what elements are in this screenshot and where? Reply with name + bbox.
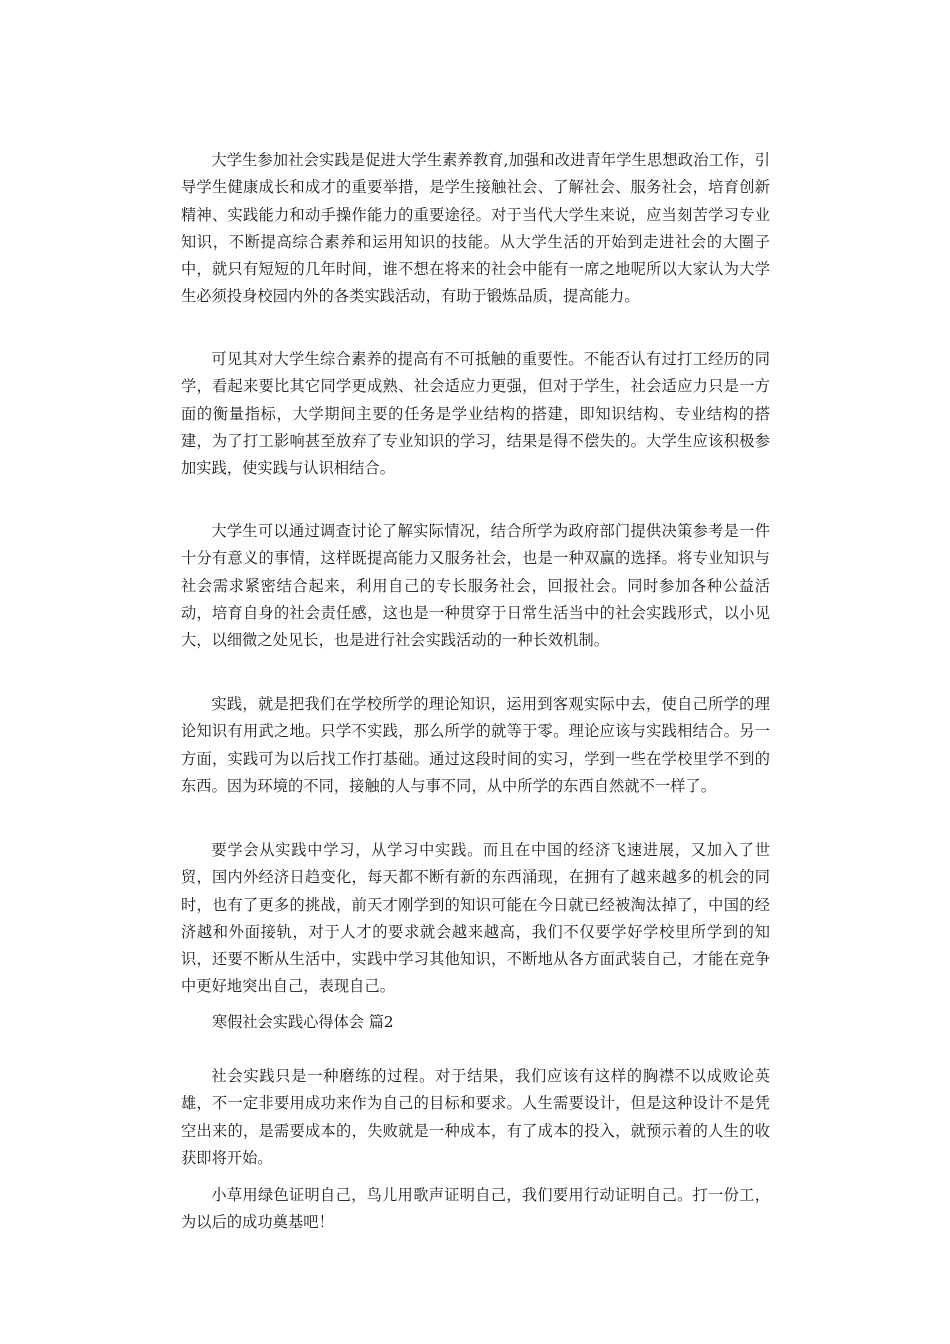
section-heading: 寒假社会实践心得体会 篇2 <box>212 1013 394 1031</box>
paragraph-5: 要学会从实践中学习，从学习中实践。而且在中国的经济飞速进展，又加入了世贸，国内外经济日趋变化，每天都不断有新的东西涌现，在拥有了越来越多的机会的同时，也有了更多的挑战，前天才刚学到的知识可能在今日就已经被淘汰掉了，中国的经济越和外面接轨，对于人才的要求就会越来越高，我们不仅要学好学校里所学到的知识，还要不断从生活中，实践中学习其他知识，不断地从各方面武装自己，才能在竞争中更好地突出自己，表现自己。 <box>181 841 770 996</box>
paragraph-4: 实践，就是把我们在学校所学的理论知识，运用到客观实际中去，使自己所学的理论知识有用武之地。只学不实践，那么所学的就等于零。理论应该与实践相结合。另一方面，实践可为以后找工作打基础。通过这段时间的实习，学到一些在学校里学不到的东西。因为环境的不同，接触的人与事不同，从中所学的东西自然就不一样了。 <box>181 695 770 795</box>
paragraph-6: 社会实践只是一种磨练的过程。对于结果，我们应该有这样的胸襟不以成败论英雄，不一定非要用成功来作为自己的目标和要求。人生需要设计，但是这种设计不是凭空出来的，是需要成本的，失败就是一种成本，有了成本的投入，就预示着的人生的收获即将开始。 <box>181 1067 770 1167</box>
paragraph-7: 小草用绿色证明自己，鸟儿用歌声证明自己，我们要用行动证明自己。打一份工，为以后的成功奠基吧！ <box>181 1186 770 1232</box>
paragraph-2: 可见其对大学生综合素养的提高有不可抵触的重要性。不能否认有过打工经历的同学，看起来要比其它同学更成熟、社会适应力更强，但对于学生，社会适应力只是一方面的衡量指标，大学期间主要的任务是学业结构的搭建，即知识结构、专业结构的搭建，为了打工影响甚至放弃了专业知识的学习，结果是得不偿失的。大学生应该积极参加实践，使实践与认识相结合。 <box>181 350 770 478</box>
paragraph-3: 大学生可以通过调查讨论了解实际情况，结合所学为政府部门提供决策参考是一件十分有意义的事情，这样既提高能力又服务社会，也是一种双赢的选择。将专业知识与社会需求紧密结合起来，利用自己的专长服务社会，回报社会。同时参加各种公益活动，培育自身的社会责任感，这也是一种贯穿于日常生活当中的社会实践形式，以小见大，以细微之处见长，也是进行社会实践活动的一种长效机制。 <box>181 522 770 650</box>
paragraph-1: 大学生参加社会实践是促进大学生素养教育,加强和改进青年学生思想政治工作，引导学生健康成长和成才的重要举措，是学生接触社会、了解社会、服务社会，培育创新精神、实践能力和动手操作能力的重要途径。对于当代大学生来说，应当刻苦学习专业知识，不断提高综合素养和运用知识的技能。从大学生活的开始到走进社会的大圈子中，就只有短短的几年时间，谁不想在将来的社会中能有一席之地呢所以大家认为大学生必须投身校园内外的各类实践活动，有助于锻炼品质，提高能力。 <box>181 151 770 306</box>
